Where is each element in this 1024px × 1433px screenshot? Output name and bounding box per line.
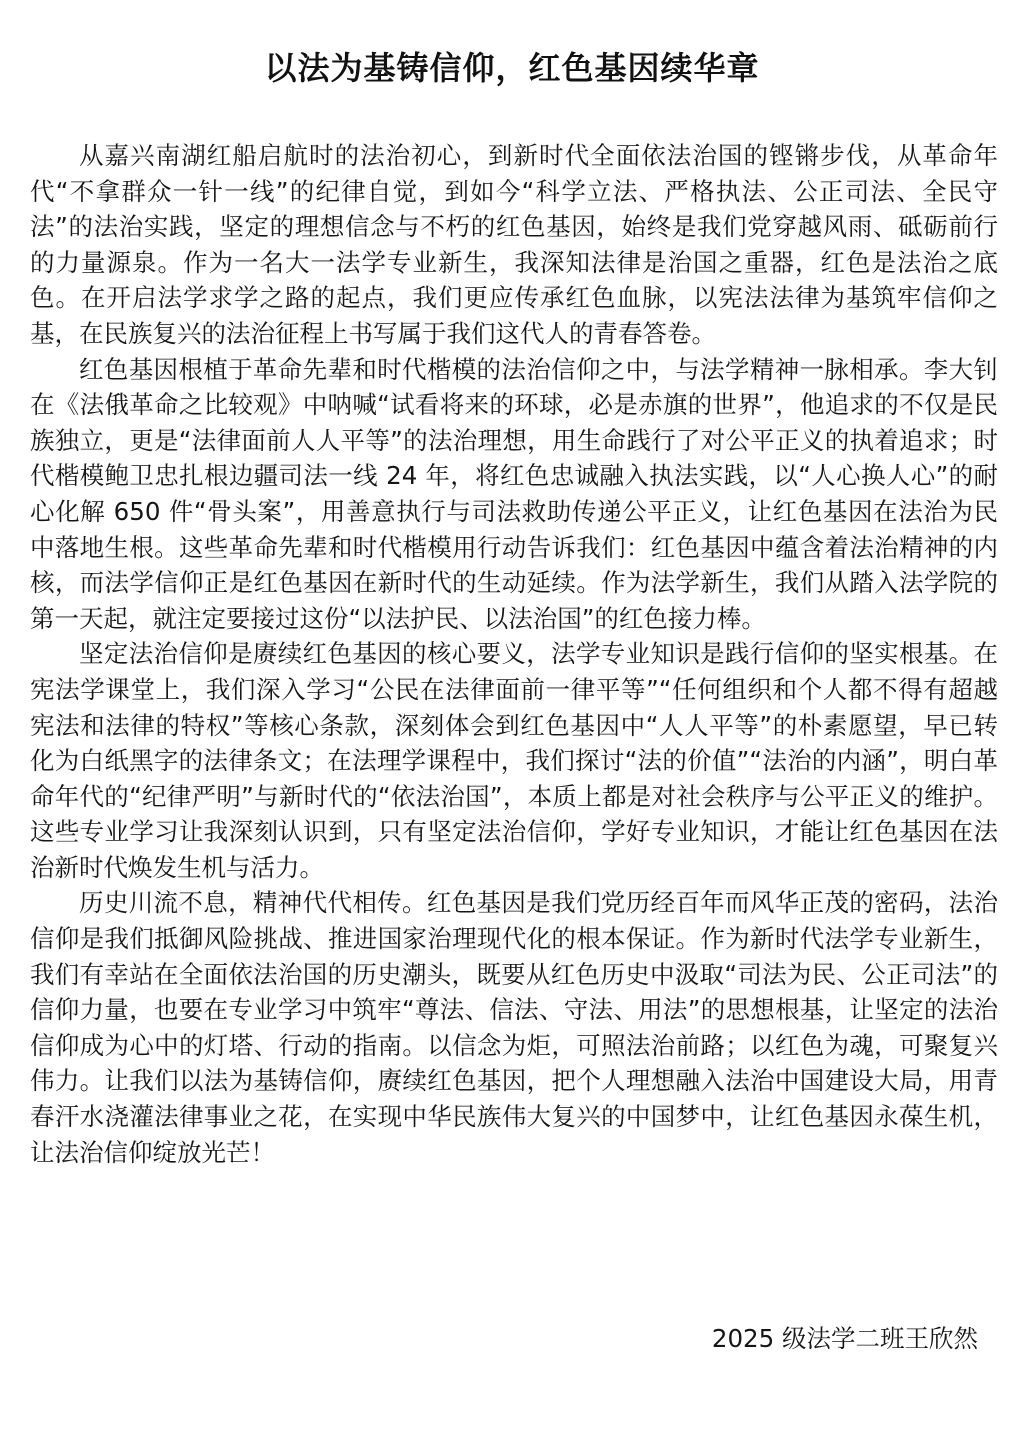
author-signature: 2025 级法学二班王欣然 [711,1324,978,1353]
paragraph-3: 坚定法治信仰是赓续红色基因的核心要义，法学专业知识是践行信仰的坚实根基。在宪法学课堂上，我们深入学习“公民在法律面前一律平等”“任何组织和个人都不得有超越宪法和法律的特权”等核心条款，深刻体会到红色基因中“人人平等”的朴素愿望，早已转化为白纸黑字的法律条文；在法理学课程中，我们探讨“法的价值”“法治的内涵”，明白革命年代的“纪律严明”与新时代的“依法治国”，本质上都是对社会秩序与公平正义的维护。这些专业学习让我深刻认识到，只有坚定法治信仰，学好专业知识，才能让红色基因在法治新时代焕发生机与活力。 [30,639,998,882]
essay-body [30,138,998,1170]
paragraph-1: 从嘉兴南湖红船启航时的法治初心，到新时代全面依法治国的铿锵步伐，从革命年代“不拿群众一针一线”的纪律自觉，到如今“科学立法、严格执法、公正司法、全民守法”的法治实践，坚定的理想信念与不朽的红色基因，始终是我们党穿越风雨、砥砺前行的力量源泉。作为一名大一法学专业新生，我深知法律是治国之重器，红色是法治之底色。在开启法学求学之路的起点，我们更应传承红色血脉，以宪法法律为基筑牢信仰之基，在民族复兴的法治征程上书写属于我们这代人的青春答卷。 [30,141,998,348]
page-title: 以法为基铸信仰，红色基因续华章 [264,49,760,87]
paragraph-4: 历史川流不息，精神代代相传。红色基因是我们党历经百年而风华正茂的密码，法治信仰是我们抵御风险挑战、推进国家治理现代化的根本保证。作为新时代法学专业新生，我们有幸站在全面依法治国的历史潮头，既要从红色历史中汲取“司法为民、公正司法”的信仰力量，也要在专业学习中筑牢“尊法、信法、守法、用法”的思想根基，让坚定的法治信仰成为心中的灯塔、行动的指南。以信念为炬，可照法治前路；以红色为魂，可聚复兴伟力。让我们以法为基铸信仰，赓续红色基因，把个人理想融入法治中国建设大局，用青春汗水浇灌法律事业之花，在实现中华民族伟大复兴的中国梦中，让红色基因永葆生机，让法治信仰绽放光芒！ [30,888,998,1167]
paragraph-2: 红色基因根植于革命先辈和时代楷模的法治信仰之中，与法学精神一脉相承。李大钊在《法俄革命之比较观》中呐喊“试看将来的环球，必是赤旗的世界”，他追求的不仅是民族独立，更是“法律面前人人平等”的法治理想，用生命践行了对公平正义的执着追求；时代楷模鲍卫忠扎根边疆司法一线 24 年，将红色忠诚融入执法实践，以“人心换人心”的耐心化解 650 件“骨头案”，用善意执行与司法救助传递公平正义，让红色基因在法治为民中落地生根。这些革命先辈和时代楷模用行动告诉我们：红色基因中蕴含着法治精神的内核，而法学信仰正是红色基因在新时代的生动延续。作为法学新生，我们从踏入法学院的第一天起，就注定要接过这份“以法护民、以法治国”的红色接力棒。 [30,354,998,633]
